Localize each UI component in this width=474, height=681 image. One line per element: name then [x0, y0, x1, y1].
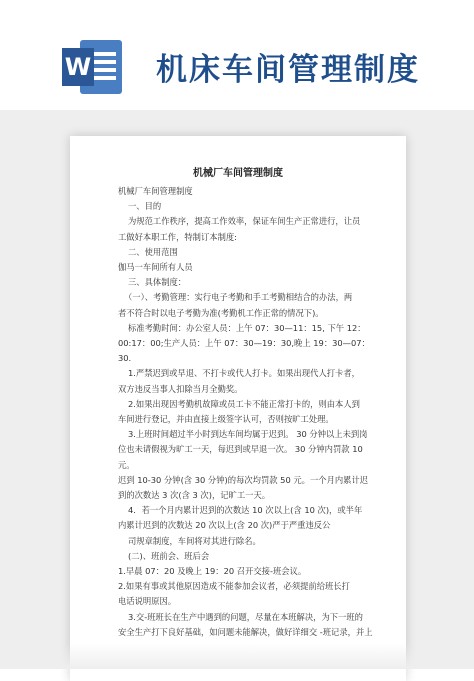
doc-line: （一）、考勤管理：实行电子考勤和手工考勤相结合的办法，两	[124, 292, 353, 303]
doc-line: 者不符合时以电子考勤为准(考勤机工作正常的情况下)。	[118, 307, 324, 318]
doc-line: 1.早晨 07：20 及晚上 19：20 召开交接-班会议。	[118, 566, 307, 577]
doc-line: 司规章制度，车间将对其进行除名。	[128, 535, 261, 546]
doc-line: 二、使用范围	[128, 246, 178, 257]
doc-line: 安全生产打下良好基础，如问题未能解决，做好详细交 -班记录，并上	[118, 626, 373, 637]
doc-line: 电话说明原因。	[118, 596, 177, 607]
doc-line: 车间进行登记，并由直接上级签字认可，否则按旷工处理。	[118, 414, 334, 425]
doc-line: 到的次数达 3 次(含 3 次)，记旷工一天。	[118, 490, 271, 501]
doc-line: 为规范工作秩序，提高工作效率，保证车间生产正常进行，让员	[128, 216, 361, 227]
doc-line: (二)、班前会、班后会	[128, 550, 210, 561]
word-icon-letter: W	[62, 48, 94, 86]
doc-line: 工做好本职工作，特制订本制度:	[118, 231, 237, 242]
word-icon-line	[92, 60, 116, 64]
doc-line: 标准考勤时间：办公室人员：上午 07：30—11：15, 下午 12：	[128, 322, 366, 333]
doc-line: 三、具体制度：	[128, 277, 187, 288]
doc-line: 机械厂车间管理制度	[118, 186, 193, 196]
doc-line: 伽马一车间所有人员	[118, 262, 193, 273]
doc-line: 2.如果有事或其他原因造成不能参加会议者，必须提前给班长打	[118, 581, 350, 592]
doc-line: 内累计迟到的次数达 20 次以上(含 20 次)严于严重违反公	[118, 520, 331, 531]
document-preview-area	[0, 110, 474, 669]
doc-line: 双方违反当事人扣除当月全勤奖。	[118, 383, 243, 394]
doc-line: 4．若一个月内累计迟到的次数达 10 次以上(含 10 次)，或半年	[128, 505, 363, 516]
word-icon-line	[92, 52, 116, 56]
word-document-icon	[62, 40, 124, 94]
doc-line: 迟到 10-30 分钟(含 30 分钟)的每次均罚款 50 元。一个月内累计迟	[118, 474, 369, 485]
doc-line: 一、目的	[128, 201, 162, 212]
doc-line: 3.上班时间超过半小时到达车间均属于迟到。 30 分钟以上未到岗	[128, 429, 368, 440]
document-page	[70, 136, 406, 681]
word-icon-line	[92, 68, 116, 72]
document-title: 机床车间管理制度	[156, 52, 420, 88]
doc-line: 1.严禁迟到或早退、不打卡或代人打卡。如果出现代人打卡者，	[128, 368, 360, 379]
page-heading: 机械厂车间管理制度	[193, 168, 283, 179]
doc-line: 2.如果出现因考勤机故障或员工卡不能正常打卡的，则由本人到	[128, 398, 360, 409]
doc-line: 位也未请假视为旷工一天，每迟到或早退一次。 30 分钟内罚款 10 元。	[118, 444, 366, 470]
document-body	[118, 184, 378, 640]
word-icon-line	[92, 76, 116, 80]
header-banner	[0, 0, 474, 110]
bottom-fade	[0, 643, 474, 669]
doc-line: 3.交-班班长在生产中遇到的问题，尽量在本班解决，为下一班的	[128, 611, 363, 622]
doc-line: 00:17：00;生产人员：上午 07：30—19：30,晚上 19：30—07：30.	[118, 338, 370, 364]
